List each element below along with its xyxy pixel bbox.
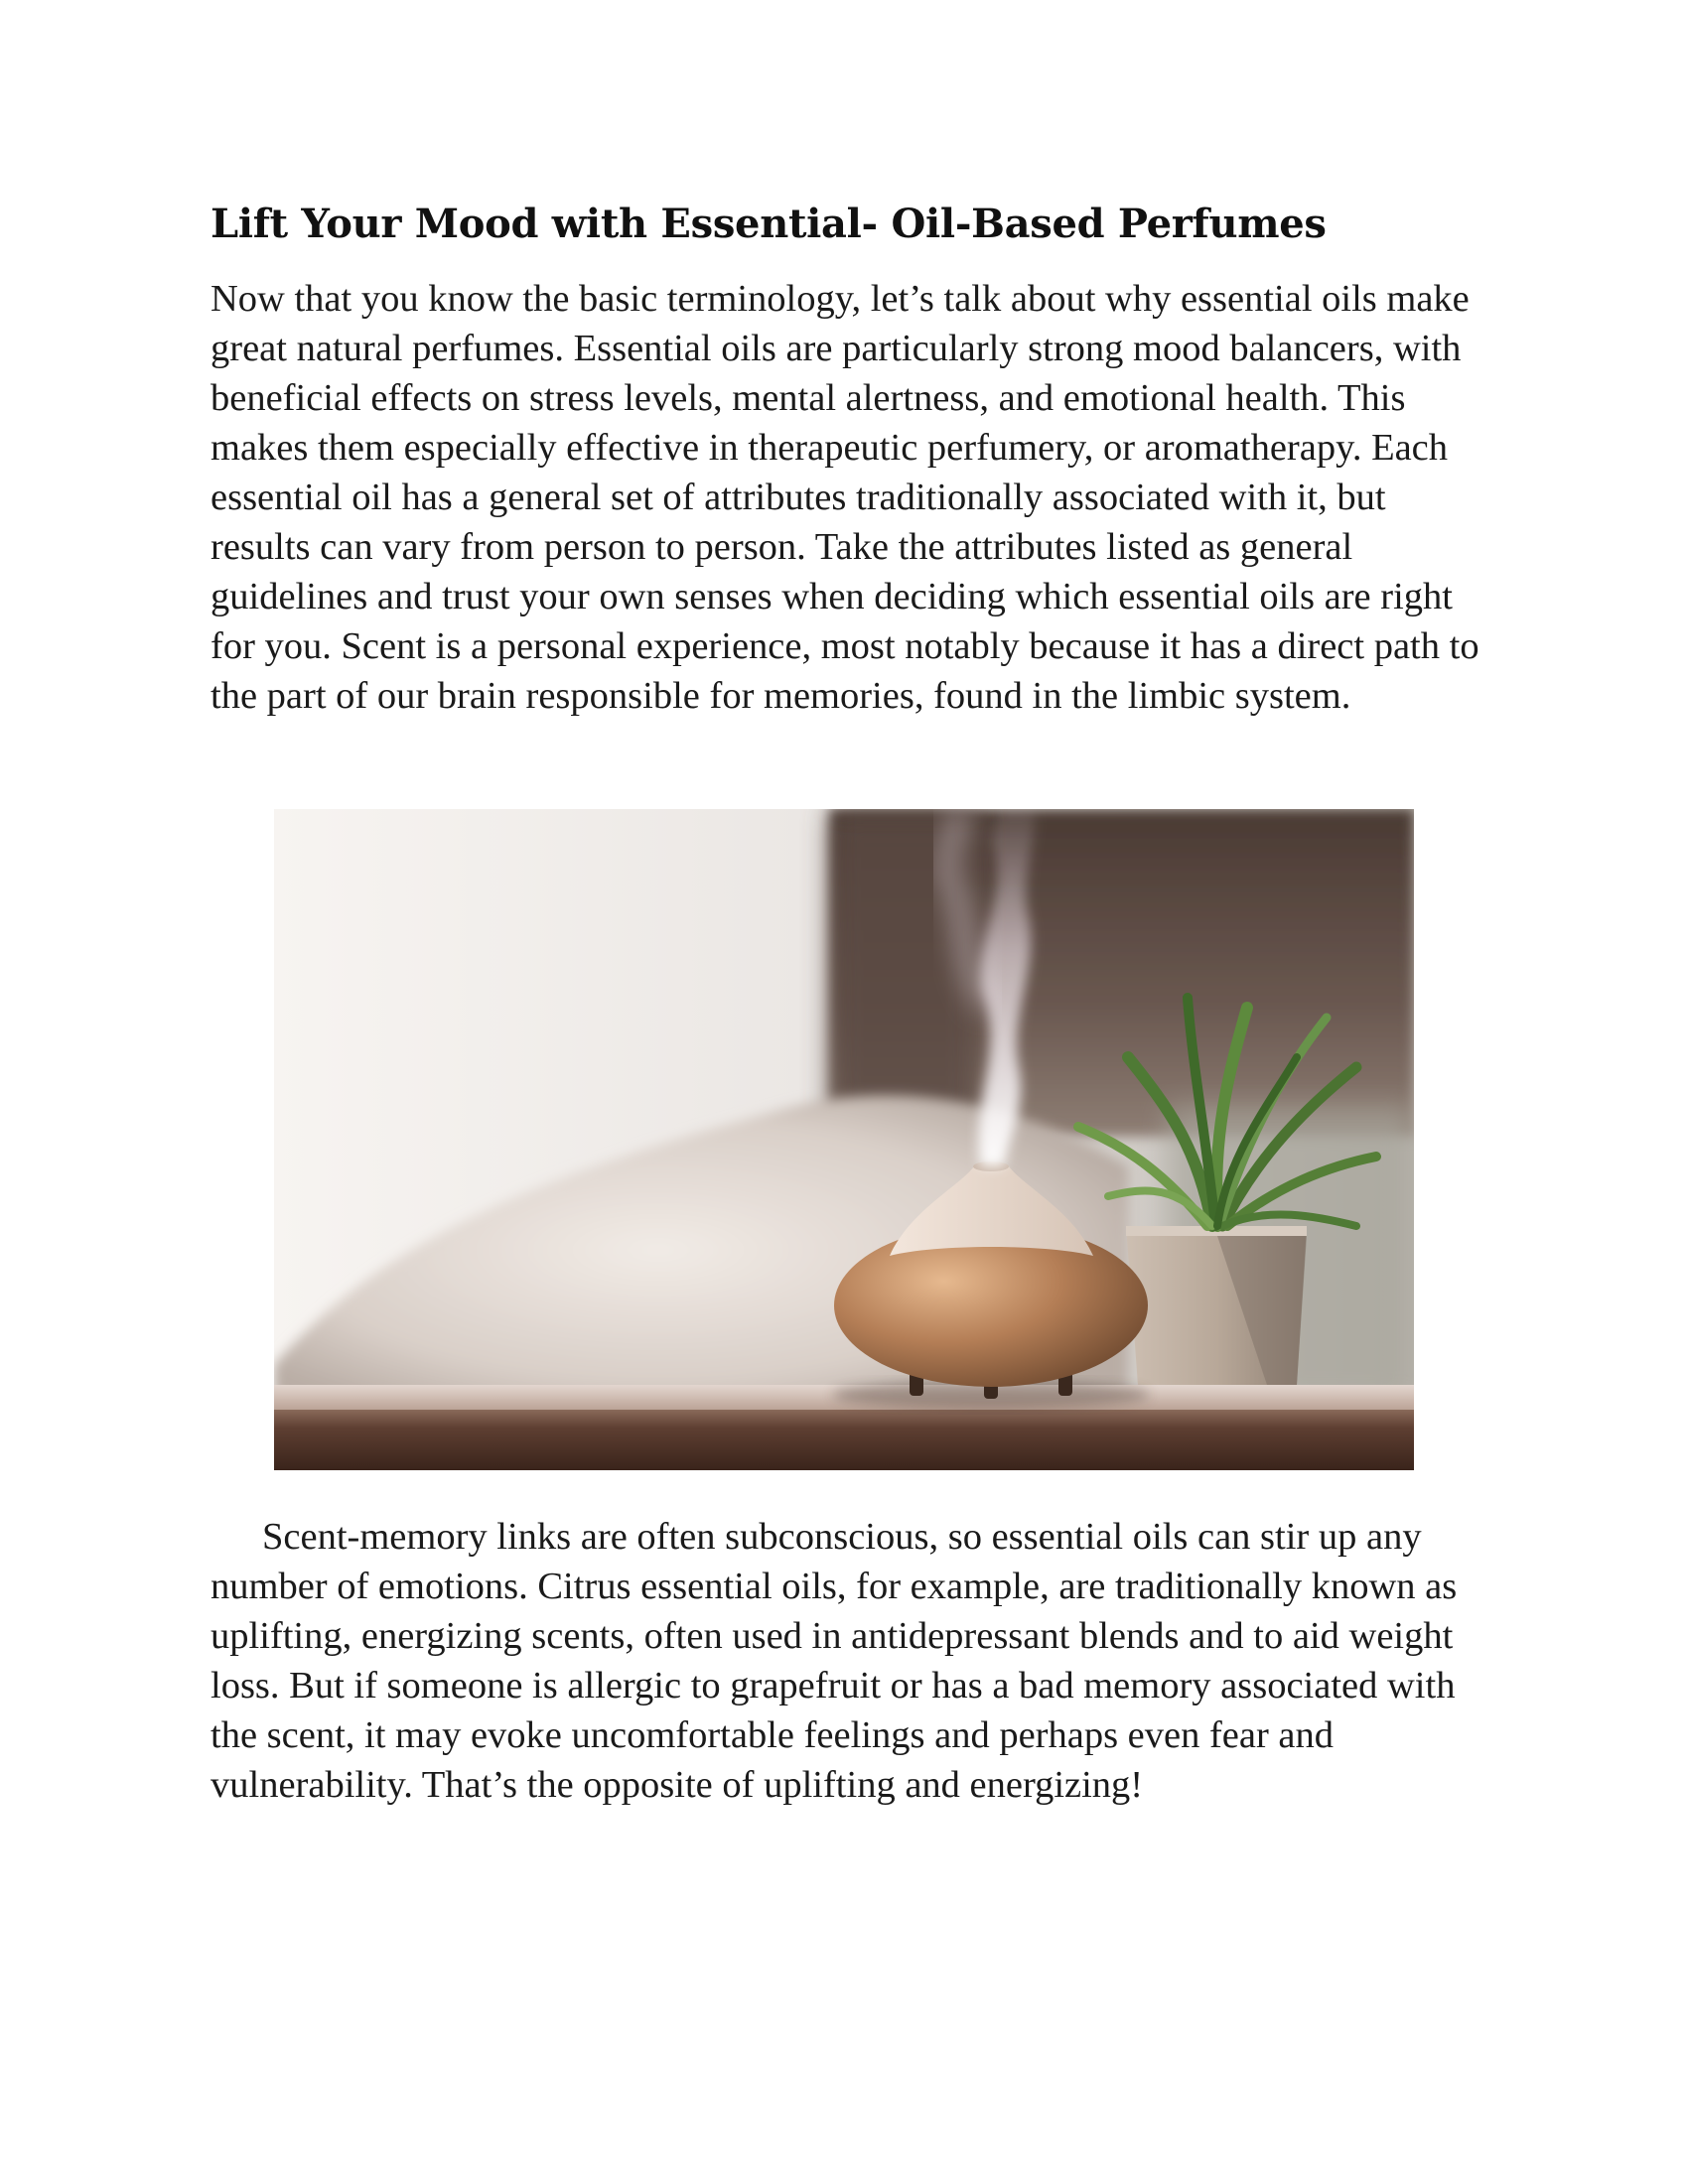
- body-paragraph-scent-memory: Scent-memory links are often subconscious, so essential oils can stir up any number of emotions. Citrus essential oils, for example, are traditionally known as uplifting, energizing scents, often used in antidepressant blends and to aid weight loss. But if someone is allergic to grapefruit or has a bad memory associated with the scent, it may evoke uncomfortable feelings and perhaps even fear and vulnerability. That’s the opposite of uplifting and energizing!: [211, 1516, 1458, 1806]
- aroma-diffuser-photo: [274, 809, 1414, 1470]
- body-paragraph-intro: Now that you know the basic terminology, let’s talk about why essential oils make great natural perfumes. Essential oils are particularly strong mood balancers, with beneficial effects on stress levels, mental alertness, and emotional health. This makes them especially effective in therapeutic perfumery, or aromatherapy. Each essential oil has a general set of attributes traditionally associated with it, but results can vary from person to person. Take the attributes listed as general guidelines and trust your own senses when deciding which essential oils are right for you. Scent is a personal experience, most notably because it has a direct path to the part of our brain responsible for memories, found in the limbic system.: [211, 278, 1479, 717]
- page-title: Lift Your Mood with Essential- Oil-Based Perfumes: [211, 201, 1327, 247]
